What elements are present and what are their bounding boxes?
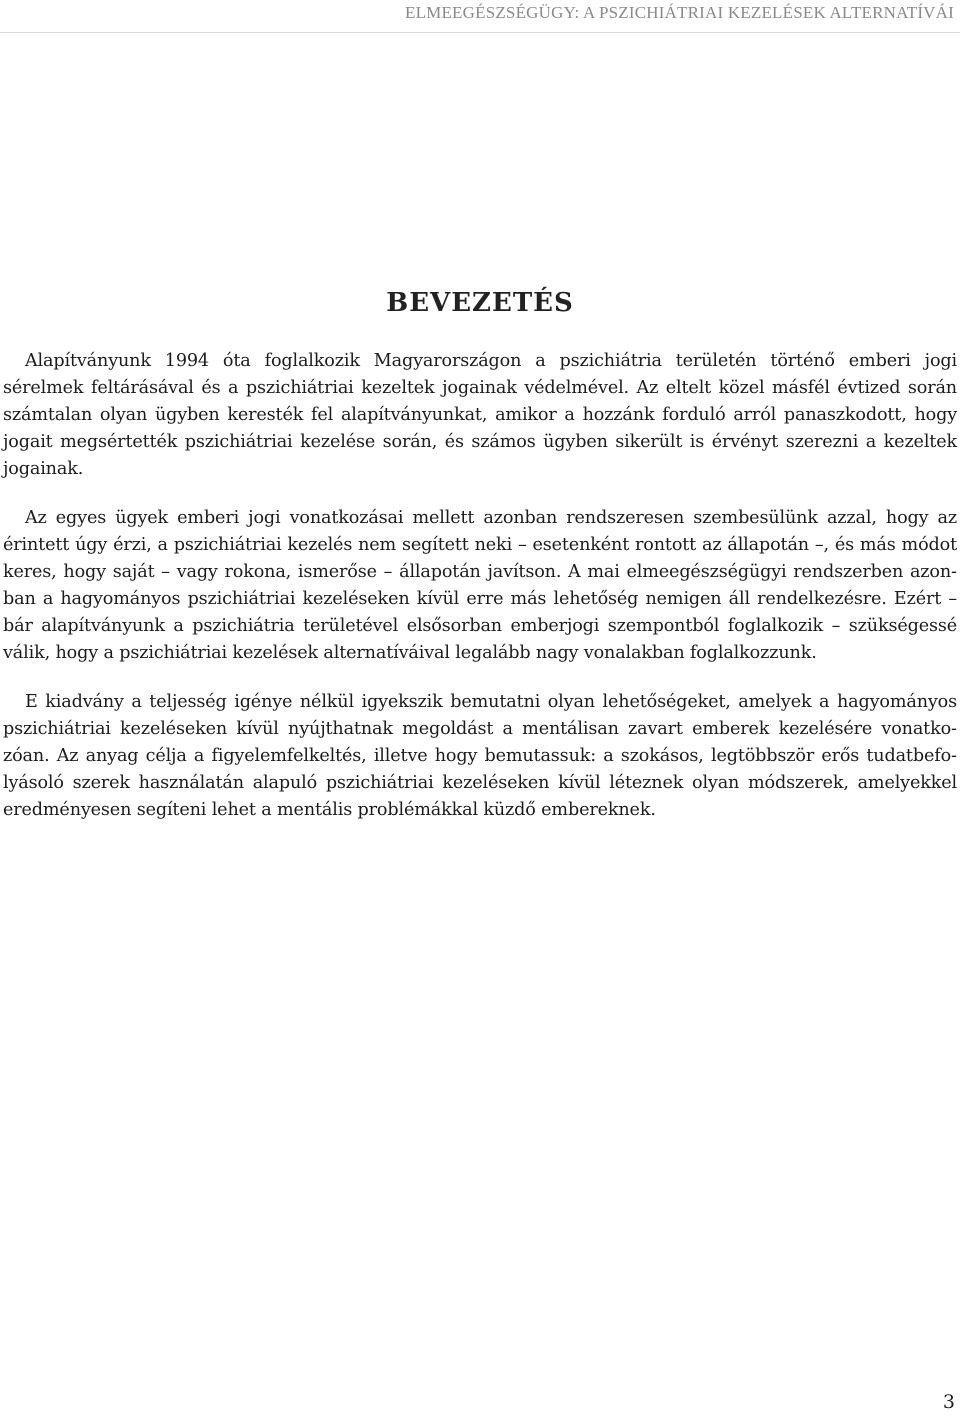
page-number: 3 <box>942 1391 955 1413</box>
paragraph-intro: Alapítványunk 1994 óta foglalkozik Magyarországon a pszichiátria területén történő emberi jogi sérelmek feltárásával és a pszichiátriai kezeltek jogainak védelmével. Az eltelt közel másfél évtized során számtalan olyan ügyben keresték fel alapítványunkat, amikor a hozzánk forduló arról panaszkodott, hogy jogait megsértették pszichiátriai kezelése során, és számos ügyben sikerült is érvényt szerezni a kezeltek jogainak. <box>3 351 957 479</box>
chapter-title: BEVEZETÉS <box>386 288 574 318</box>
paragraph-purpose: E kiadvány a teljesség igénye nélkül igyekszik bemutatni olyan lehetőségeket, amelyek a hagyományos pszichiátriai kezeléseken kívül nyújthatnak megoldást a mentálisan zavart emberek kezelésére vonatkozóan. Az anyag célja a figyelemfelkeltés, illetve hogy bemutassuk: a szokásos, legtöbbször erős tudatbefolyásoló szerek használatán alapuló pszichiátriai kezeléseken kívül léteznek olyan módszerek, amelyekkel eredményesen segíteni lehet a mentális problémákkal küzdő embereknek. <box>3 692 957 820</box>
paragraph-motivation: Az egyes ügyek emberi jogi vonatkozásai mellett azonban rendszeresen szembesülünk azzal, hogy az érintett úgy érzi, a pszichiátriai kezelés nem segített neki – esetenként rontott az állapotán –, és más módot keres, hogy saját – vagy rokona, ismerőse – állapotán javítson. A mai elmeegészségügyi rendszerben azonban a hagyományos pszichiátriai kezeléseken kívül erre más lehetőség nemigen áll rendelkezésre. Ezért – bár alapítványunk a pszichiátria területével elsősorban emberjogi szempontból foglalkozik – szükségessé válik, hogy a pszichiátriai kezelések alternatíváival legalább nagy vonalakban foglalkozzunk. <box>3 508 957 663</box>
header-divider <box>0 32 960 33</box>
running-header-title: ELMEEGÉSZSÉGÜGY: A PSZICHIÁTRIAI KEZELÉSEK ALTERNATÍVÁI <box>404 3 954 22</box>
body-text <box>3 348 957 846</box>
